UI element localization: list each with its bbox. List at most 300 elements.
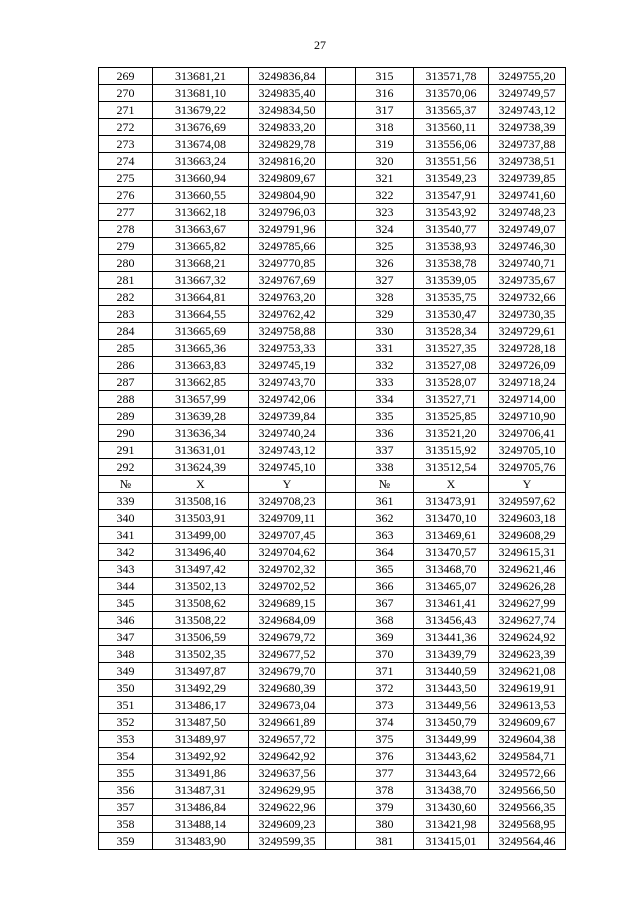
y-coordinate: 3249609,67 bbox=[489, 714, 566, 731]
x-coordinate: 313461,41 bbox=[414, 595, 489, 612]
y-coordinate: 3249746,30 bbox=[489, 238, 566, 255]
y-coordinate: 3249829,78 bbox=[249, 136, 326, 153]
y-coordinate: 3249796,03 bbox=[249, 204, 326, 221]
x-coordinate: 313497,87 bbox=[153, 663, 249, 680]
spacer-cell bbox=[326, 391, 356, 408]
y-coordinate: 3249627,99 bbox=[489, 595, 566, 612]
point-number: 354 bbox=[99, 748, 153, 765]
table-row bbox=[99, 153, 566, 170]
point-number: 380 bbox=[356, 816, 414, 833]
point-number: 325 bbox=[356, 238, 414, 255]
y-coordinate: 3249642,92 bbox=[249, 748, 326, 765]
point-number: 278 bbox=[99, 221, 153, 238]
table-row bbox=[99, 731, 566, 748]
point-number: 378 bbox=[356, 782, 414, 799]
y-coordinate: 3249718,24 bbox=[489, 374, 566, 391]
point-number: 338 bbox=[356, 459, 414, 476]
y-coordinate: 3249743,12 bbox=[489, 102, 566, 119]
point-number: 359 bbox=[99, 833, 153, 850]
table-row bbox=[99, 629, 566, 646]
column-header: Y bbox=[489, 476, 566, 493]
point-number: 328 bbox=[356, 289, 414, 306]
y-coordinate: 3249621,46 bbox=[489, 561, 566, 578]
spacer-cell bbox=[326, 714, 356, 731]
point-number: 374 bbox=[356, 714, 414, 731]
x-coordinate: 313492,92 bbox=[153, 748, 249, 765]
x-coordinate: 313571,78 bbox=[414, 68, 489, 85]
point-number: 324 bbox=[356, 221, 414, 238]
point-number: 287 bbox=[99, 374, 153, 391]
point-number: 340 bbox=[99, 510, 153, 527]
point-number: 327 bbox=[356, 272, 414, 289]
x-coordinate: 313506,59 bbox=[153, 629, 249, 646]
point-number: 371 bbox=[356, 663, 414, 680]
x-coordinate: 313486,84 bbox=[153, 799, 249, 816]
x-coordinate: 313508,16 bbox=[153, 493, 249, 510]
x-coordinate: 313528,07 bbox=[414, 374, 489, 391]
point-number: 367 bbox=[356, 595, 414, 612]
y-coordinate: 3249742,06 bbox=[249, 391, 326, 408]
spacer-cell bbox=[326, 187, 356, 204]
table-row bbox=[99, 612, 566, 629]
x-coordinate: 313527,08 bbox=[414, 357, 489, 374]
point-number: 291 bbox=[99, 442, 153, 459]
x-coordinate: 313667,32 bbox=[153, 272, 249, 289]
point-number: 281 bbox=[99, 272, 153, 289]
y-coordinate: 3249624,92 bbox=[489, 629, 566, 646]
y-coordinate: 3249748,23 bbox=[489, 204, 566, 221]
point-number: 337 bbox=[356, 442, 414, 459]
x-coordinate: 313496,40 bbox=[153, 544, 249, 561]
page-number: 27 bbox=[314, 38, 326, 52]
table-row bbox=[99, 799, 566, 816]
point-number: 329 bbox=[356, 306, 414, 323]
spacer-cell bbox=[326, 748, 356, 765]
y-coordinate: 3249833,20 bbox=[249, 119, 326, 136]
table-row bbox=[99, 238, 566, 255]
x-coordinate: 313663,83 bbox=[153, 357, 249, 374]
spacer-cell bbox=[326, 765, 356, 782]
point-number: 345 bbox=[99, 595, 153, 612]
x-coordinate: 313439,79 bbox=[414, 646, 489, 663]
x-coordinate: 313547,91 bbox=[414, 187, 489, 204]
x-coordinate: 313674,08 bbox=[153, 136, 249, 153]
coordinates-table bbox=[98, 67, 566, 850]
x-coordinate: 313489,97 bbox=[153, 731, 249, 748]
x-coordinate: 313515,92 bbox=[414, 442, 489, 459]
spacer-cell bbox=[326, 85, 356, 102]
point-number: 273 bbox=[99, 136, 153, 153]
y-coordinate: 3249702,52 bbox=[249, 578, 326, 595]
table-row bbox=[99, 714, 566, 731]
x-coordinate: 313665,69 bbox=[153, 323, 249, 340]
y-coordinate: 3249758,88 bbox=[249, 323, 326, 340]
y-coordinate: 3249804,90 bbox=[249, 187, 326, 204]
point-number: 332 bbox=[356, 357, 414, 374]
x-coordinate: 313639,28 bbox=[153, 408, 249, 425]
x-coordinate: 313469,61 bbox=[414, 527, 489, 544]
y-coordinate: 3249743,12 bbox=[249, 442, 326, 459]
spacer-cell bbox=[326, 476, 356, 493]
y-coordinate: 3249732,66 bbox=[489, 289, 566, 306]
table-row bbox=[99, 119, 566, 136]
x-coordinate: 313679,22 bbox=[153, 102, 249, 119]
table-row bbox=[99, 323, 566, 340]
x-coordinate: 313499,00 bbox=[153, 527, 249, 544]
x-coordinate: 313551,56 bbox=[414, 153, 489, 170]
point-number: 285 bbox=[99, 340, 153, 357]
point-number: 353 bbox=[99, 731, 153, 748]
spacer-cell bbox=[326, 697, 356, 714]
spacer-cell bbox=[326, 663, 356, 680]
point-number: 362 bbox=[356, 510, 414, 527]
y-coordinate: 3249835,40 bbox=[249, 85, 326, 102]
spacer-cell bbox=[326, 340, 356, 357]
x-coordinate: 313473,91 bbox=[414, 493, 489, 510]
point-number: 315 bbox=[356, 68, 414, 85]
y-coordinate: 3249728,18 bbox=[489, 340, 566, 357]
x-coordinate: 313430,60 bbox=[414, 799, 489, 816]
table-row bbox=[99, 680, 566, 697]
table-row bbox=[99, 816, 566, 833]
point-number: 280 bbox=[99, 255, 153, 272]
y-coordinate: 3249745,10 bbox=[249, 459, 326, 476]
x-coordinate: 313450,79 bbox=[414, 714, 489, 731]
point-number: 365 bbox=[356, 561, 414, 578]
y-coordinate: 3249749,57 bbox=[489, 85, 566, 102]
point-number: 352 bbox=[99, 714, 153, 731]
point-number: 336 bbox=[356, 425, 414, 442]
table-row bbox=[99, 255, 566, 272]
spacer-cell bbox=[326, 170, 356, 187]
point-number: 277 bbox=[99, 204, 153, 221]
spacer-cell bbox=[326, 425, 356, 442]
x-coordinate: 313549,23 bbox=[414, 170, 489, 187]
y-coordinate: 3249730,35 bbox=[489, 306, 566, 323]
point-number: 355 bbox=[99, 765, 153, 782]
y-coordinate: 3249739,84 bbox=[249, 408, 326, 425]
table-row bbox=[99, 289, 566, 306]
point-number: 366 bbox=[356, 578, 414, 595]
x-coordinate: 313664,55 bbox=[153, 306, 249, 323]
spacer-cell bbox=[326, 578, 356, 595]
point-number: 283 bbox=[99, 306, 153, 323]
y-coordinate: 3249657,72 bbox=[249, 731, 326, 748]
point-number: 361 bbox=[356, 493, 414, 510]
x-coordinate: 313486,17 bbox=[153, 697, 249, 714]
point-number: 323 bbox=[356, 204, 414, 221]
x-coordinate: 313538,93 bbox=[414, 238, 489, 255]
point-number: 288 bbox=[99, 391, 153, 408]
point-number: 357 bbox=[99, 799, 153, 816]
x-coordinate: 313543,92 bbox=[414, 204, 489, 221]
x-coordinate: 313662,85 bbox=[153, 374, 249, 391]
table-row bbox=[99, 748, 566, 765]
y-coordinate: 3249613,53 bbox=[489, 697, 566, 714]
point-number: 358 bbox=[99, 816, 153, 833]
point-number: 269 bbox=[99, 68, 153, 85]
x-coordinate: 313665,36 bbox=[153, 340, 249, 357]
spacer-cell bbox=[326, 289, 356, 306]
point-number: 347 bbox=[99, 629, 153, 646]
x-coordinate: 313662,18 bbox=[153, 204, 249, 221]
y-coordinate: 3249709,11 bbox=[249, 510, 326, 527]
y-coordinate: 3249738,39 bbox=[489, 119, 566, 136]
column-header: № bbox=[356, 476, 414, 493]
x-coordinate: 313663,67 bbox=[153, 221, 249, 238]
x-coordinate: 313624,39 bbox=[153, 459, 249, 476]
table-row bbox=[99, 340, 566, 357]
y-coordinate: 3249673,04 bbox=[249, 697, 326, 714]
y-coordinate: 3249622,96 bbox=[249, 799, 326, 816]
column-header: X bbox=[153, 476, 249, 493]
y-coordinate: 3249609,23 bbox=[249, 816, 326, 833]
x-coordinate: 313488,14 bbox=[153, 816, 249, 833]
x-coordinate: 313443,64 bbox=[414, 765, 489, 782]
y-coordinate: 3249608,29 bbox=[489, 527, 566, 544]
point-number: 279 bbox=[99, 238, 153, 255]
table-row bbox=[99, 170, 566, 187]
y-coordinate: 3249740,71 bbox=[489, 255, 566, 272]
y-coordinate: 3249834,50 bbox=[249, 102, 326, 119]
table-row bbox=[99, 357, 566, 374]
point-number: 330 bbox=[356, 323, 414, 340]
point-number: 286 bbox=[99, 357, 153, 374]
x-coordinate: 313508,22 bbox=[153, 612, 249, 629]
y-coordinate: 3249603,18 bbox=[489, 510, 566, 527]
point-number: 346 bbox=[99, 612, 153, 629]
spacer-cell bbox=[326, 238, 356, 255]
spacer-cell bbox=[326, 544, 356, 561]
spacer-cell bbox=[326, 680, 356, 697]
y-coordinate: 3249753,33 bbox=[249, 340, 326, 357]
x-coordinate: 313521,20 bbox=[414, 425, 489, 442]
point-number: 331 bbox=[356, 340, 414, 357]
x-coordinate: 313449,56 bbox=[414, 697, 489, 714]
y-coordinate: 3249679,70 bbox=[249, 663, 326, 680]
spacer-cell bbox=[326, 510, 356, 527]
point-number: 318 bbox=[356, 119, 414, 136]
x-coordinate: 313525,85 bbox=[414, 408, 489, 425]
spacer-cell bbox=[326, 731, 356, 748]
y-coordinate: 3249763,20 bbox=[249, 289, 326, 306]
table-row bbox=[99, 221, 566, 238]
table-row bbox=[99, 663, 566, 680]
point-number: 344 bbox=[99, 578, 153, 595]
x-coordinate: 313560,11 bbox=[414, 119, 489, 136]
point-number: 348 bbox=[99, 646, 153, 663]
column-header: № bbox=[99, 476, 153, 493]
table-row bbox=[99, 493, 566, 510]
point-number: 322 bbox=[356, 187, 414, 204]
table-row bbox=[99, 544, 566, 561]
point-number: 379 bbox=[356, 799, 414, 816]
table-row bbox=[99, 85, 566, 102]
spacer-cell bbox=[326, 221, 356, 238]
x-coordinate: 313465,07 bbox=[414, 578, 489, 595]
x-coordinate: 313570,06 bbox=[414, 85, 489, 102]
y-coordinate: 3249816,20 bbox=[249, 153, 326, 170]
y-coordinate: 3249689,15 bbox=[249, 595, 326, 612]
x-coordinate: 313508,62 bbox=[153, 595, 249, 612]
spacer-cell bbox=[326, 68, 356, 85]
x-coordinate: 313665,82 bbox=[153, 238, 249, 255]
table-row bbox=[99, 578, 566, 595]
x-coordinate: 313421,98 bbox=[414, 816, 489, 833]
y-coordinate: 3249836,84 bbox=[249, 68, 326, 85]
x-coordinate: 313483,90 bbox=[153, 833, 249, 850]
y-coordinate: 3249705,10 bbox=[489, 442, 566, 459]
point-number: 372 bbox=[356, 680, 414, 697]
x-coordinate: 313540,77 bbox=[414, 221, 489, 238]
y-coordinate: 3249706,41 bbox=[489, 425, 566, 442]
table-row bbox=[99, 459, 566, 476]
table-row bbox=[99, 408, 566, 425]
point-number: 381 bbox=[356, 833, 414, 850]
x-coordinate: 313657,99 bbox=[153, 391, 249, 408]
point-number: 376 bbox=[356, 748, 414, 765]
y-coordinate: 3249677,52 bbox=[249, 646, 326, 663]
table-row bbox=[99, 510, 566, 527]
spacer-cell bbox=[326, 833, 356, 850]
spacer-cell bbox=[326, 136, 356, 153]
point-number: 333 bbox=[356, 374, 414, 391]
y-coordinate: 3249729,61 bbox=[489, 323, 566, 340]
spacer-cell bbox=[326, 595, 356, 612]
y-coordinate: 3249785,66 bbox=[249, 238, 326, 255]
point-number: 342 bbox=[99, 544, 153, 561]
table-row bbox=[99, 68, 566, 85]
y-coordinate: 3249708,23 bbox=[249, 493, 326, 510]
table-row bbox=[99, 187, 566, 204]
spacer-cell bbox=[326, 408, 356, 425]
spacer-cell bbox=[326, 357, 356, 374]
x-coordinate: 313492,29 bbox=[153, 680, 249, 697]
table-row bbox=[99, 374, 566, 391]
point-number: 316 bbox=[356, 85, 414, 102]
y-coordinate: 3249745,19 bbox=[249, 357, 326, 374]
table-row bbox=[99, 136, 566, 153]
y-coordinate: 3249755,20 bbox=[489, 68, 566, 85]
y-coordinate: 3249702,32 bbox=[249, 561, 326, 578]
table-row bbox=[99, 782, 566, 799]
spacer-cell bbox=[326, 527, 356, 544]
x-coordinate: 313468,70 bbox=[414, 561, 489, 578]
x-coordinate: 313528,34 bbox=[414, 323, 489, 340]
y-coordinate: 3249791,96 bbox=[249, 221, 326, 238]
point-number: 334 bbox=[356, 391, 414, 408]
table-row bbox=[99, 561, 566, 578]
table-row bbox=[99, 442, 566, 459]
spacer-cell bbox=[326, 255, 356, 272]
point-number: 341 bbox=[99, 527, 153, 544]
x-coordinate: 313530,47 bbox=[414, 306, 489, 323]
point-number: 274 bbox=[99, 153, 153, 170]
point-number: 369 bbox=[356, 629, 414, 646]
point-number: 364 bbox=[356, 544, 414, 561]
table-row bbox=[99, 697, 566, 714]
x-coordinate: 313681,21 bbox=[153, 68, 249, 85]
spacer-cell bbox=[326, 272, 356, 289]
x-coordinate: 313664,81 bbox=[153, 289, 249, 306]
table-row bbox=[99, 391, 566, 408]
y-coordinate: 3249737,88 bbox=[489, 136, 566, 153]
table-header-row bbox=[99, 476, 566, 493]
point-number: 271 bbox=[99, 102, 153, 119]
y-coordinate: 3249566,50 bbox=[489, 782, 566, 799]
x-coordinate: 313556,06 bbox=[414, 136, 489, 153]
y-coordinate: 3249770,85 bbox=[249, 255, 326, 272]
y-coordinate: 3249566,35 bbox=[489, 799, 566, 816]
table-row bbox=[99, 765, 566, 782]
point-number: 282 bbox=[99, 289, 153, 306]
column-header: X bbox=[414, 476, 489, 493]
point-number: 351 bbox=[99, 697, 153, 714]
x-coordinate: 313440,59 bbox=[414, 663, 489, 680]
x-coordinate: 313456,43 bbox=[414, 612, 489, 629]
y-coordinate: 3249615,31 bbox=[489, 544, 566, 561]
x-coordinate: 313487,50 bbox=[153, 714, 249, 731]
x-coordinate: 313449,99 bbox=[414, 731, 489, 748]
point-number: 375 bbox=[356, 731, 414, 748]
spacer-cell bbox=[326, 459, 356, 476]
y-coordinate: 3249679,72 bbox=[249, 629, 326, 646]
x-coordinate: 313631,01 bbox=[153, 442, 249, 459]
x-coordinate: 313470,57 bbox=[414, 544, 489, 561]
point-number: 363 bbox=[356, 527, 414, 544]
spacer-cell bbox=[326, 102, 356, 119]
table-row bbox=[99, 527, 566, 544]
spacer-cell bbox=[326, 799, 356, 816]
y-coordinate: 3249704,62 bbox=[249, 544, 326, 561]
x-coordinate: 313636,34 bbox=[153, 425, 249, 442]
y-coordinate: 3249710,90 bbox=[489, 408, 566, 425]
point-number: 284 bbox=[99, 323, 153, 340]
y-coordinate: 3249743,70 bbox=[249, 374, 326, 391]
y-coordinate: 3249604,38 bbox=[489, 731, 566, 748]
x-coordinate: 313668,21 bbox=[153, 255, 249, 272]
y-coordinate: 3249564,46 bbox=[489, 833, 566, 850]
spacer-cell bbox=[326, 629, 356, 646]
table-row bbox=[99, 102, 566, 119]
spacer-cell bbox=[326, 306, 356, 323]
x-coordinate: 313415,01 bbox=[414, 833, 489, 850]
table-row bbox=[99, 595, 566, 612]
table-row bbox=[99, 272, 566, 289]
y-coordinate: 3249599,35 bbox=[249, 833, 326, 850]
y-coordinate: 3249809,67 bbox=[249, 170, 326, 187]
x-coordinate: 313535,75 bbox=[414, 289, 489, 306]
y-coordinate: 3249621,08 bbox=[489, 663, 566, 680]
x-coordinate: 313441,36 bbox=[414, 629, 489, 646]
table-row bbox=[99, 306, 566, 323]
point-number: 292 bbox=[99, 459, 153, 476]
x-coordinate: 313443,62 bbox=[414, 748, 489, 765]
x-coordinate: 313512,54 bbox=[414, 459, 489, 476]
point-number: 321 bbox=[356, 170, 414, 187]
point-number: 317 bbox=[356, 102, 414, 119]
spacer-cell bbox=[326, 561, 356, 578]
spacer-cell bbox=[326, 612, 356, 629]
y-coordinate: 3249767,69 bbox=[249, 272, 326, 289]
y-coordinate: 3249684,09 bbox=[249, 612, 326, 629]
spacer-cell bbox=[326, 442, 356, 459]
x-coordinate: 313487,31 bbox=[153, 782, 249, 799]
spacer-cell bbox=[326, 646, 356, 663]
point-number: 335 bbox=[356, 408, 414, 425]
x-coordinate: 313660,55 bbox=[153, 187, 249, 204]
x-coordinate: 313538,78 bbox=[414, 255, 489, 272]
